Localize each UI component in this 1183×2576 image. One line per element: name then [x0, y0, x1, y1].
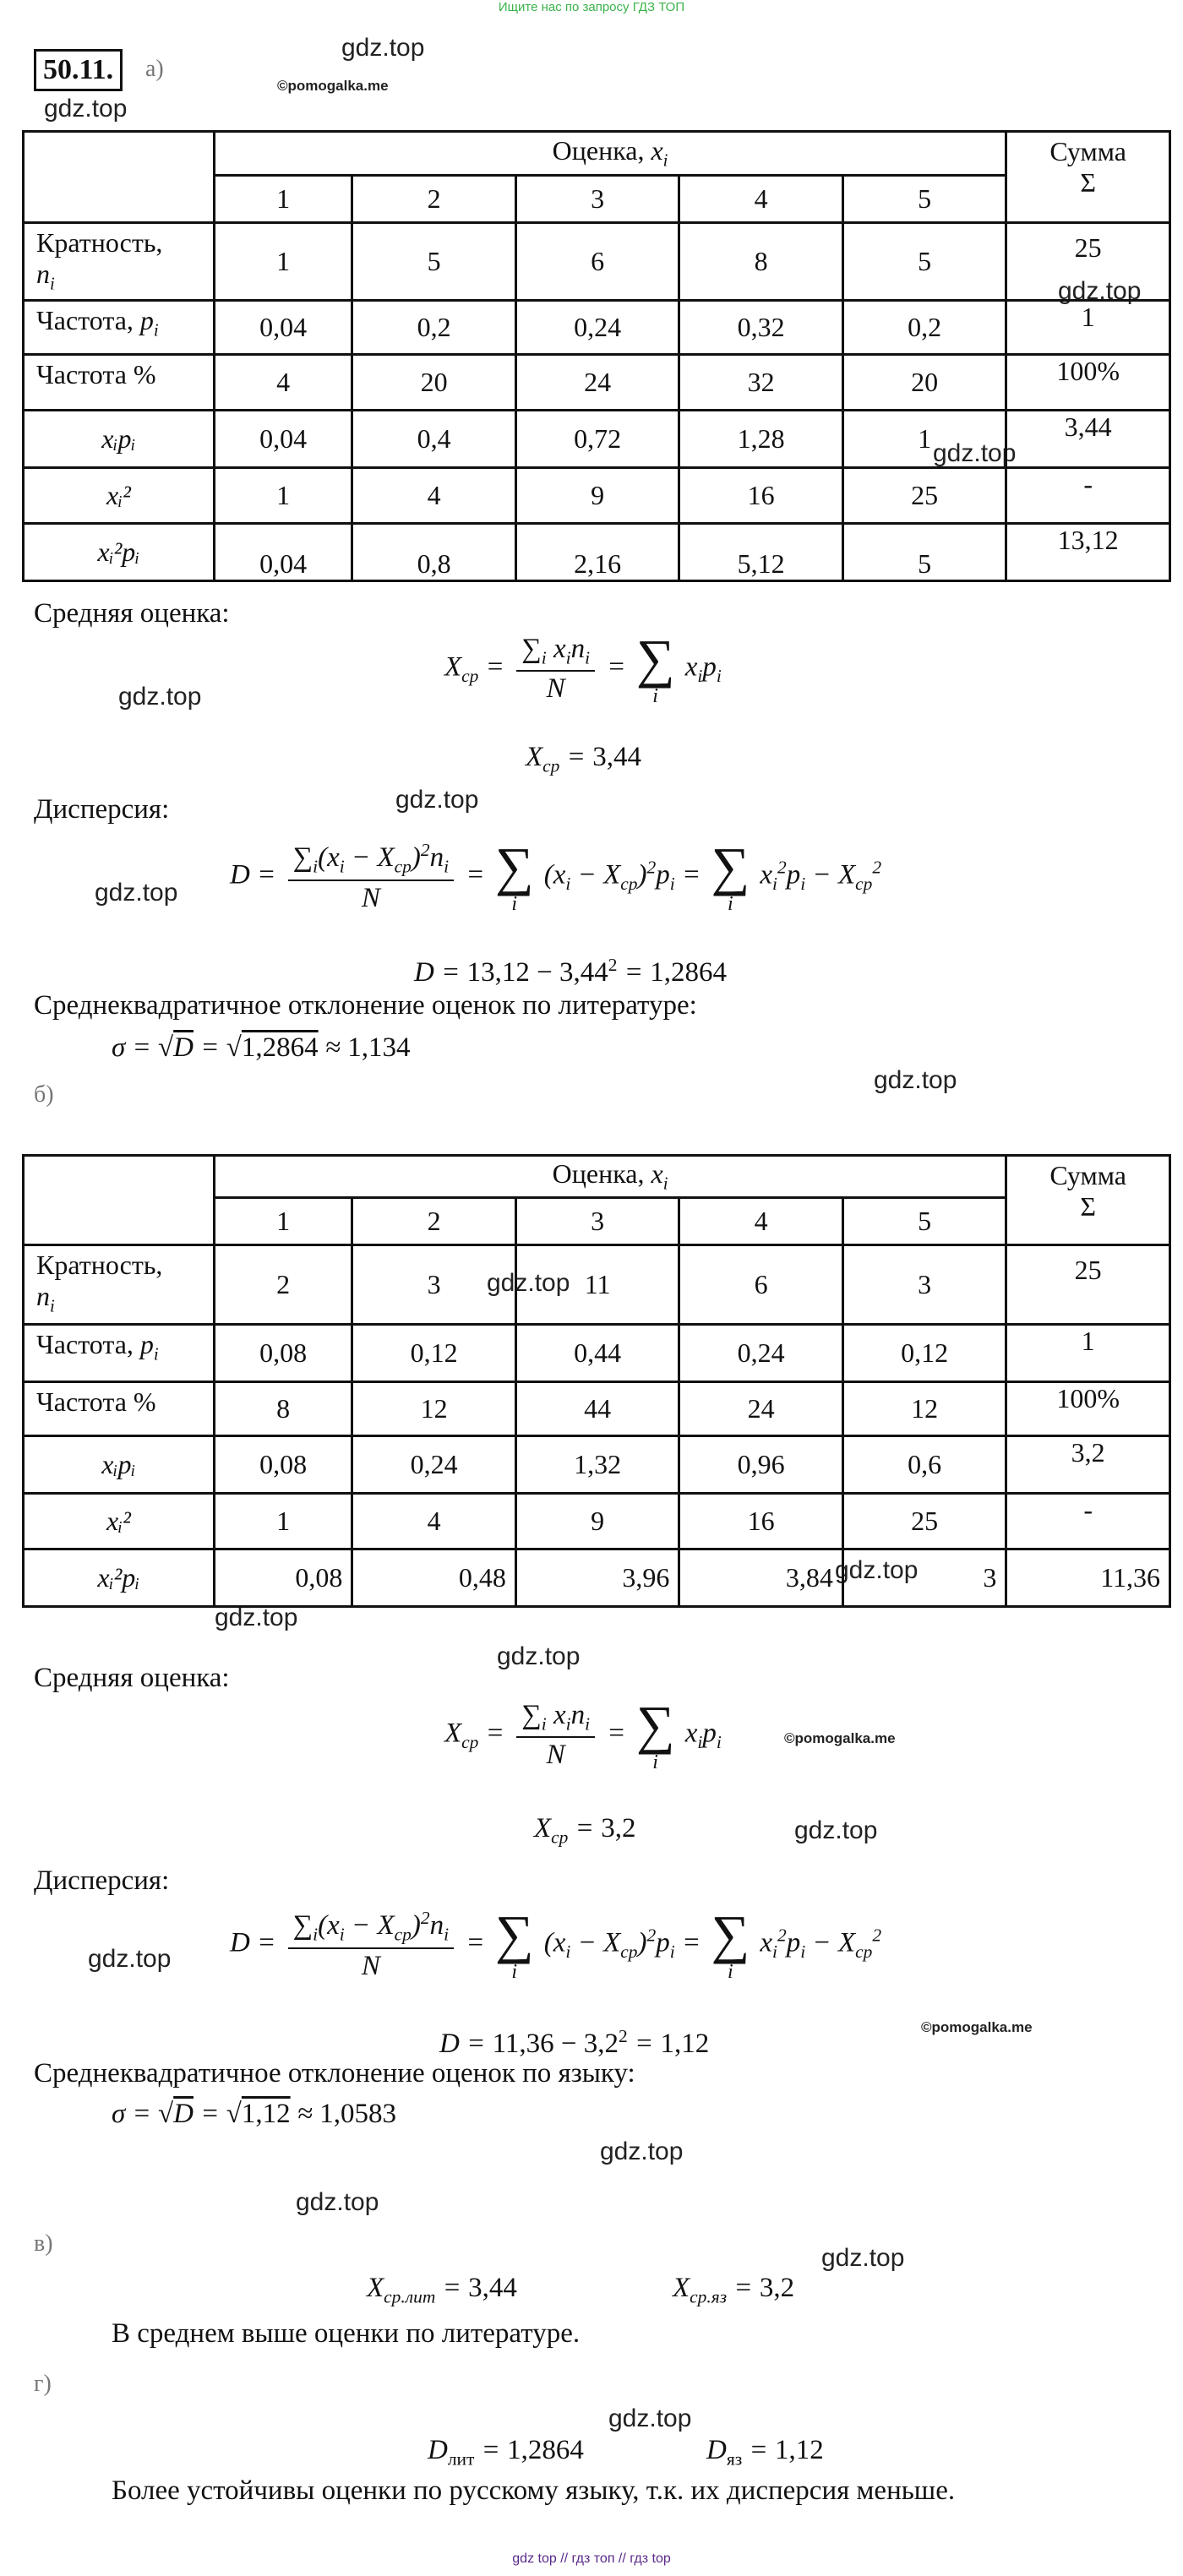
table-cell: 5,12	[679, 524, 843, 581]
row-label-x2p: xᵢ²pᵢ	[24, 524, 215, 581]
watermark: gdz.top	[794, 1816, 878, 1844]
table-cell: 2	[214, 1245, 352, 1325]
table-cell: 0,08	[214, 1325, 352, 1382]
table-cell: 0,44	[515, 1325, 679, 1382]
table-cell: 0,12	[352, 1325, 516, 1382]
variance-label: Дисперсия:	[34, 794, 170, 825]
variance-formula: D = $\frac{\sum_i(x_i - X_{cp})^2n_i}{N}$ = ∑ i $(x_i - X_{cp})^2p_i$ = ∑ i $x_i^2p_i - X_{cp}^2$	[230, 836, 882, 915]
watermark: gdz.top	[487, 1269, 570, 1297]
part-b-label: б)	[34, 1081, 54, 1108]
table-cell: 1,28	[679, 411, 843, 468]
mean-result: $X_{cp} = 3,2$	[534, 1813, 636, 1848]
table-cell: 6	[515, 223, 679, 301]
table-b	[22, 1154, 1171, 1608]
table-cell: 1	[214, 223, 352, 301]
table-cell: 25	[1006, 1245, 1170, 1325]
table-cell: 0,6	[842, 1436, 1006, 1494]
table-cell: 0,04	[214, 301, 352, 355]
variance-label: Дисперсия:	[34, 1865, 170, 1896]
sum-header: Сумма Σ	[1006, 132, 1170, 223]
top-banner: Ищите нас по запросу ГДЗ ТОП	[498, 0, 685, 14]
variance-formula: D = $\frac{\sum_i(x_i - X_{cp})^2n_i}{N}$ = ∑ i $(x_i - X_{cp})^2p_i$ = ∑ i $x_i^2p_i - X_{cp}^2$	[230, 1904, 882, 1983]
table-cell: 1	[214, 468, 352, 524]
variance-result: $D = 13,12 - 3,44^2 = 1,2864$	[414, 955, 727, 988]
grade-cell: 4	[679, 1198, 843, 1245]
table-cell: 0,24	[679, 1325, 843, 1382]
table-cell: 3	[842, 1549, 1006, 1607]
watermark: gdz.top	[296, 2188, 379, 2216]
watermark: gdz.top	[874, 1066, 957, 1094]
table-cell: 44	[515, 1382, 679, 1436]
table-cell: 0,4	[352, 411, 515, 468]
row-label-x2: xᵢ²	[24, 468, 215, 524]
table-cell: 100%	[1006, 1382, 1170, 1436]
table-cell: 16	[679, 468, 843, 524]
grade-cell: 2	[352, 1198, 516, 1245]
table-cell: 25	[842, 468, 1006, 524]
table-cell: 3,2	[1006, 1436, 1170, 1494]
table-cell: 0,2	[352, 301, 515, 355]
sd-label: Среднеквадратичное отклонение оценок по языку:	[34, 2058, 635, 2089]
table-cell: 24	[515, 355, 679, 411]
table-cell: 1	[1006, 301, 1170, 355]
watermark: gdz.top	[395, 786, 479, 814]
table-corner	[24, 1156, 215, 1245]
sd-result: σ = √D = √1,2864 ≈ 1,134	[112, 1032, 411, 1063]
mean-result: $X_{cp} = 3,44$	[526, 742, 641, 776]
table-cell: 8	[214, 1382, 352, 1436]
table-cell: 0,2	[842, 301, 1006, 355]
watermark-pomogalka: ©pomogalka.me	[784, 1730, 896, 1746]
mean-formula: $X_{cp}$ = $\frac{\sum_i x_in_i}{N}$ = ∑ i $x_ip_i$	[444, 629, 722, 707]
watermark: gdz.top	[44, 95, 128, 123]
table-cell: 0,8	[352, 524, 515, 581]
variance-result: $D = 11,36 - 3,2^2 = 1,12$	[439, 2026, 710, 2059]
watermark: gdz.top	[215, 1604, 298, 1631]
part-g-label: г)	[34, 2371, 52, 2397]
table-cell: 6	[679, 1245, 843, 1325]
watermark-pomogalka: ©pomogalka.me	[277, 78, 389, 94]
table-cell: 11,36	[1006, 1549, 1170, 1607]
footer-links[interactable]: gdz top // гдз топ // гдз top	[512, 2551, 671, 2566]
table-cell: 0,04	[214, 524, 352, 581]
grade-cell: 1	[214, 1198, 352, 1245]
sd-label: Среднеквадратичное отклонение оценок по литературе:	[34, 990, 697, 1021]
sd-result: σ = √D = √1,12 ≈ 1,0583	[112, 2099, 397, 2129]
table-cell: 2,16	[515, 524, 679, 581]
watermark: gdz.top	[88, 1945, 172, 1973]
table-a	[22, 130, 1171, 582]
row-label-percent: Частота %	[24, 1382, 215, 1436]
table-cell: 3,96	[515, 1549, 679, 1607]
table-cell: 1,32	[515, 1436, 679, 1494]
row-label-frequency: Частота, $p_i$	[24, 1325, 215, 1382]
row-label-multiplicity: Кратность, $n_i$	[24, 1245, 215, 1325]
table-cell: 0,08	[214, 1549, 352, 1607]
table-cell: 100%	[1006, 355, 1170, 411]
table-cell: 0,24	[352, 1436, 516, 1494]
watermark: gdz.top	[95, 879, 178, 907]
watermark: gdz.top	[341, 34, 425, 62]
table-cell: 1	[1006, 1325, 1170, 1382]
table-cell: -	[1006, 468, 1170, 524]
table-cell: 9	[515, 1494, 679, 1549]
table-cell: 24	[679, 1382, 843, 1436]
table-cell: 5	[842, 223, 1006, 301]
table-cell: 8	[679, 223, 843, 301]
table-cell: 5	[352, 223, 515, 301]
table-cell: 4	[352, 1494, 516, 1549]
table-cell: 5	[842, 524, 1006, 581]
mean-label: Средняя оценка:	[34, 598, 230, 629]
row-label-frequency: Частота, $p_i$	[24, 301, 215, 355]
grade-header: Оценка, $x_i$	[214, 1156, 1006, 1198]
watermark: gdz.top	[835, 1556, 919, 1584]
table-cell: 0,04	[214, 411, 352, 468]
table-cell: 0,32	[679, 301, 843, 355]
part-v-label: в)	[34, 2230, 53, 2257]
grade-cell: 1	[214, 176, 352, 223]
row-label-multiplicity: Кратность, $n_i$	[24, 223, 215, 301]
table-cell: 4	[214, 355, 352, 411]
table-cell: 9	[515, 468, 679, 524]
row-label-x2: xᵢ²	[24, 1494, 215, 1549]
grade-cell: 2	[352, 176, 515, 223]
grade-cell: 5	[842, 1198, 1006, 1245]
row-label-xp: xᵢpᵢ	[24, 1436, 215, 1494]
table-cell: 0,48	[352, 1549, 516, 1607]
mean-label: Средняя оценка:	[34, 1663, 230, 1693]
table-cell: 3,44	[1006, 411, 1170, 468]
watermark: gdz.top	[118, 683, 202, 711]
table-cell: 20	[352, 355, 515, 411]
variance-comparison-lit: $D_{лит} = 1,2864$	[428, 2435, 584, 2470]
table-cell: 12	[842, 1382, 1006, 1436]
table-cell: 25	[842, 1494, 1006, 1549]
table-cell: 0,96	[679, 1436, 843, 1494]
watermark: gdz.top	[608, 2404, 692, 2432]
table-cell: 12	[352, 1382, 516, 1436]
table-cell: 0,12	[842, 1325, 1006, 1382]
watermark: gdz.top	[1058, 277, 1142, 305]
watermark-pomogalka: ©pomogalka.me	[921, 2019, 1033, 2035]
table-cell: 13,12	[1006, 524, 1170, 581]
conclusion-g: Более устойчивы оценки по русскому языку, т.к. их дисперсия меньше.	[112, 2475, 956, 2506]
grade-cell: 4	[679, 176, 843, 223]
table-cell: 16	[679, 1494, 843, 1549]
row-label-percent: Частота %	[24, 355, 215, 411]
watermark: gdz.top	[933, 439, 1017, 467]
grade-cell: 3	[515, 176, 679, 223]
table-cell: 1	[842, 411, 1006, 468]
conclusion-v: В среднем выше оценки по литературе.	[112, 2318, 581, 2349]
table-cell: 25	[1006, 223, 1170, 301]
grade-header: Оценка, $x_i$	[214, 132, 1006, 176]
watermark: gdz.top	[497, 1642, 581, 1670]
row-label-x2p: xᵢ²pᵢ	[24, 1549, 215, 1607]
task-number: 50.11.	[34, 49, 123, 91]
grade-cell: 3	[515, 1198, 679, 1245]
row-label-xp: xᵢpᵢ	[24, 411, 215, 468]
part-a-label: а)	[145, 56, 164, 82]
table-corner	[24, 132, 215, 223]
table-cell: 4	[352, 468, 515, 524]
grade-cell: 5	[842, 176, 1006, 223]
table-cell: 20	[842, 355, 1006, 411]
mean-comparison-lit: $X_{ср.лит} = 3,44$	[367, 2273, 517, 2307]
table-cell: 0,24	[515, 301, 679, 355]
watermark: gdz.top	[821, 2244, 905, 2272]
table-cell: 1	[214, 1494, 352, 1549]
watermark: gdz.top	[600, 2138, 684, 2165]
table-cell: 3	[842, 1245, 1006, 1325]
table-cell: 0,08	[214, 1436, 352, 1494]
table-cell: 11	[515, 1245, 679, 1325]
sum-header: Сумма Σ	[1006, 1156, 1170, 1245]
variance-comparison-lang: $D_{яз} = 1,12$	[706, 2435, 824, 2470]
mean-comparison-lang: $X_{ср.яз} = 3,2$	[673, 2273, 795, 2307]
table-cell: 32	[679, 355, 843, 411]
table-cell: -	[1006, 1494, 1170, 1549]
table-cell: 0,72	[515, 411, 679, 468]
mean-formula: $X_{cp}$ = $\frac{\sum_i x_in_i}{N}$ = ∑ i $x_ip_i$	[444, 1695, 722, 1773]
table-cell: 3	[352, 1245, 516, 1325]
table-cell: 3,84	[679, 1549, 843, 1607]
